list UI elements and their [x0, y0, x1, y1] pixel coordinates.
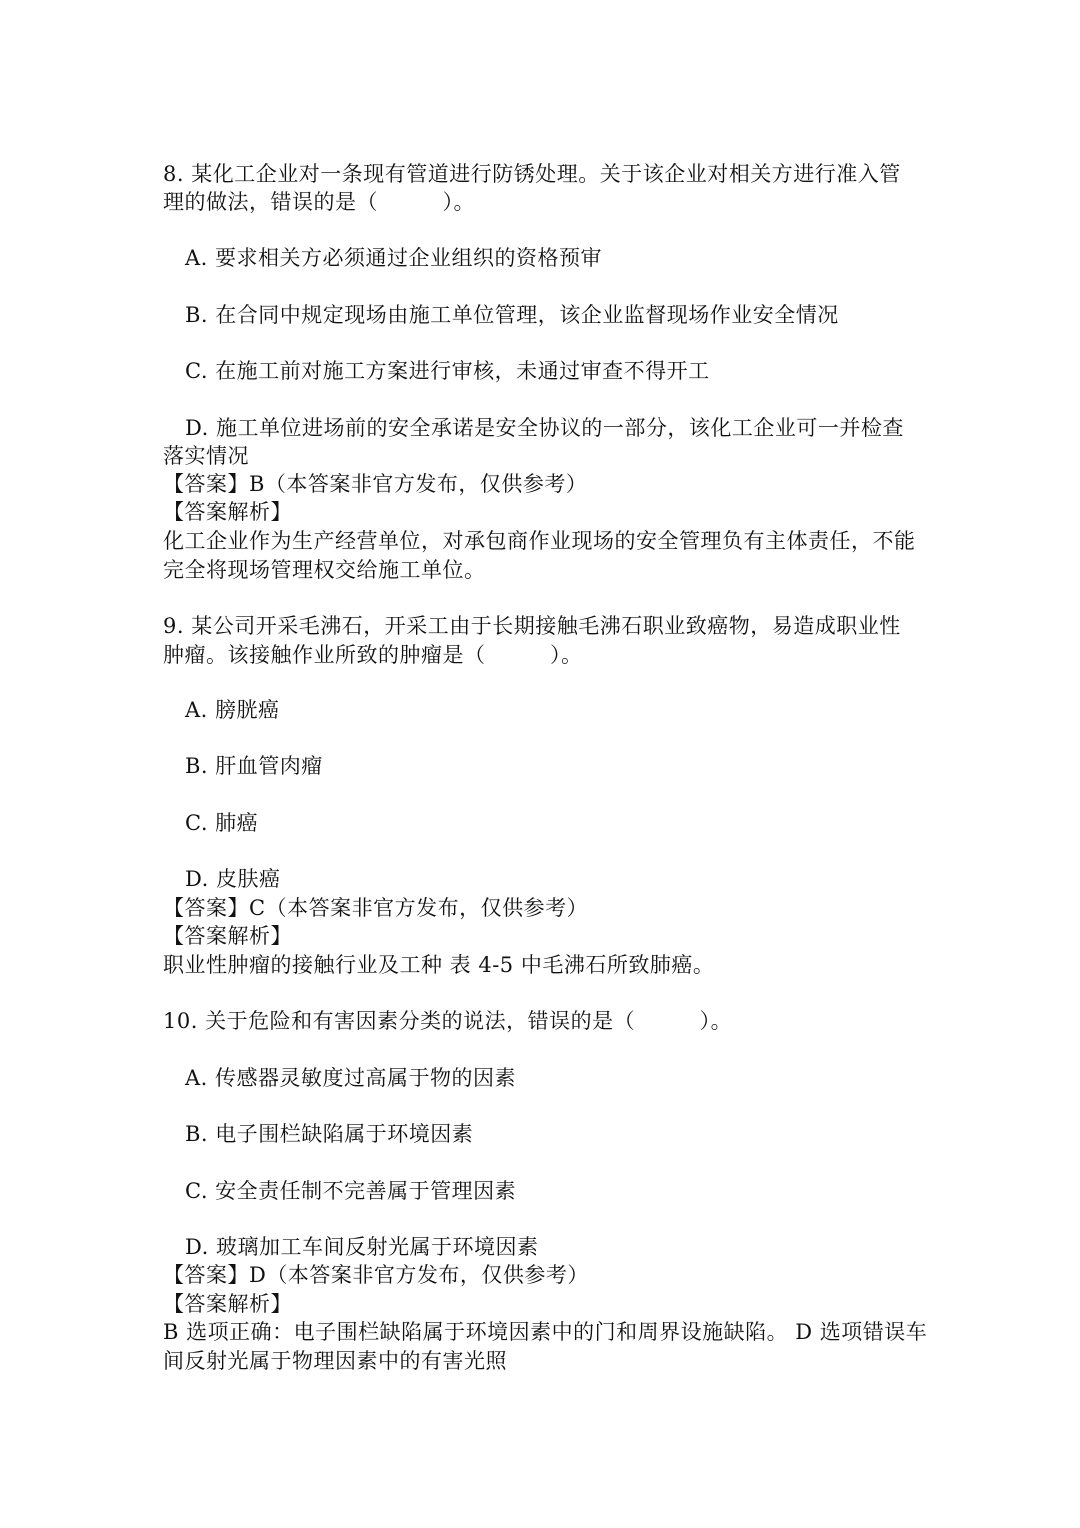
question-8-analysis-line-1: 化工企业作为生产经营单位，对承包商作业现场的安全管理负有主体责任，不能: [163, 529, 916, 553]
question-10-analysis-line-1: B 选项正确：电子围栏缺陷属于环境因素中的门和周界设施缺陷。 D 选项错误车: [163, 1320, 928, 1344]
question-8-analysis-line-2: 完全将现场管理权交给施工单位。: [163, 558, 486, 582]
question-10-stem-line-1: 10. 关于危险和有害因素分类的说法，错误的是（ ）。: [163, 1009, 733, 1033]
question-10-option-c: C. 安全责任制不完善属于管理因素: [185, 1179, 517, 1203]
question-9-answer: 【答案】C（本答案非官方发布，仅供参考）: [163, 896, 589, 920]
question-9-stem-line-2: 肿瘤。该接触作业所致的肿瘤是（ ）。: [163, 643, 583, 667]
question-8-stem-line-2: 理的做法，错误的是（ ）。: [163, 190, 475, 214]
question-8-option-d-line-1: D. 施工单位进场前的安全承诺是安全协议的一部分，该化工企业可一并检查: [185, 416, 904, 440]
question-9-analysis-line-1: 职业性肿瘤的接触行业及工种 表 4-5 中毛沸石所致肺癌。: [163, 953, 715, 977]
question-9-option-c: C. 肺癌: [185, 811, 259, 835]
question-8-stem-line-1: 8. 某化工企业对一条现有管道进行防锈处理。关于该企业对相关方进行准入管: [163, 162, 901, 186]
question-10-analysis-line-2: 间反射光属于物理因素中的有害光照: [163, 1349, 507, 1373]
question-8-option-d-line-2: 落实情况: [163, 444, 249, 468]
question-10-option-d: D. 玻璃加工车间反射光属于环境因素: [185, 1235, 539, 1259]
question-9-option-d: D. 皮肤癌: [185, 867, 281, 891]
question-8-option-c: C. 在施工前对施工方案进行审核，未通过审查不得开工: [185, 359, 710, 383]
question-9-option-b: B. 肝血管肉瘤: [185, 754, 323, 778]
question-8-analysis-label: 【答案解析】: [163, 500, 292, 524]
question-8-option-a: A. 要求相关方必须通过企业组织的资格预审: [185, 246, 603, 270]
question-10-option-b: B. 电子围栏缺陷属于环境因素: [185, 1122, 474, 1146]
question-8-answer: 【答案】B（本答案非官方发布，仅供参考）: [163, 472, 588, 496]
question-9-stem-line-1: 9. 某公司开采毛沸石，开采工由于长期接触毛沸石职业致癌物，易造成职业性: [163, 614, 901, 638]
question-10-option-a: A. 传感器灵敏度过高属于物的因素: [185, 1066, 517, 1090]
question-9-analysis-label: 【答案解析】: [163, 924, 292, 948]
question-9-option-a: A. 膀胱癌: [185, 698, 280, 722]
question-8-option-b: B. 在合同中规定现场由施工单位管理，该企业监督现场作业安全情况: [185, 303, 839, 327]
question-10-analysis-label: 【答案解析】: [163, 1292, 292, 1316]
question-10-answer: 【答案】D（本答案非官方发布，仅供参考）: [163, 1263, 589, 1287]
